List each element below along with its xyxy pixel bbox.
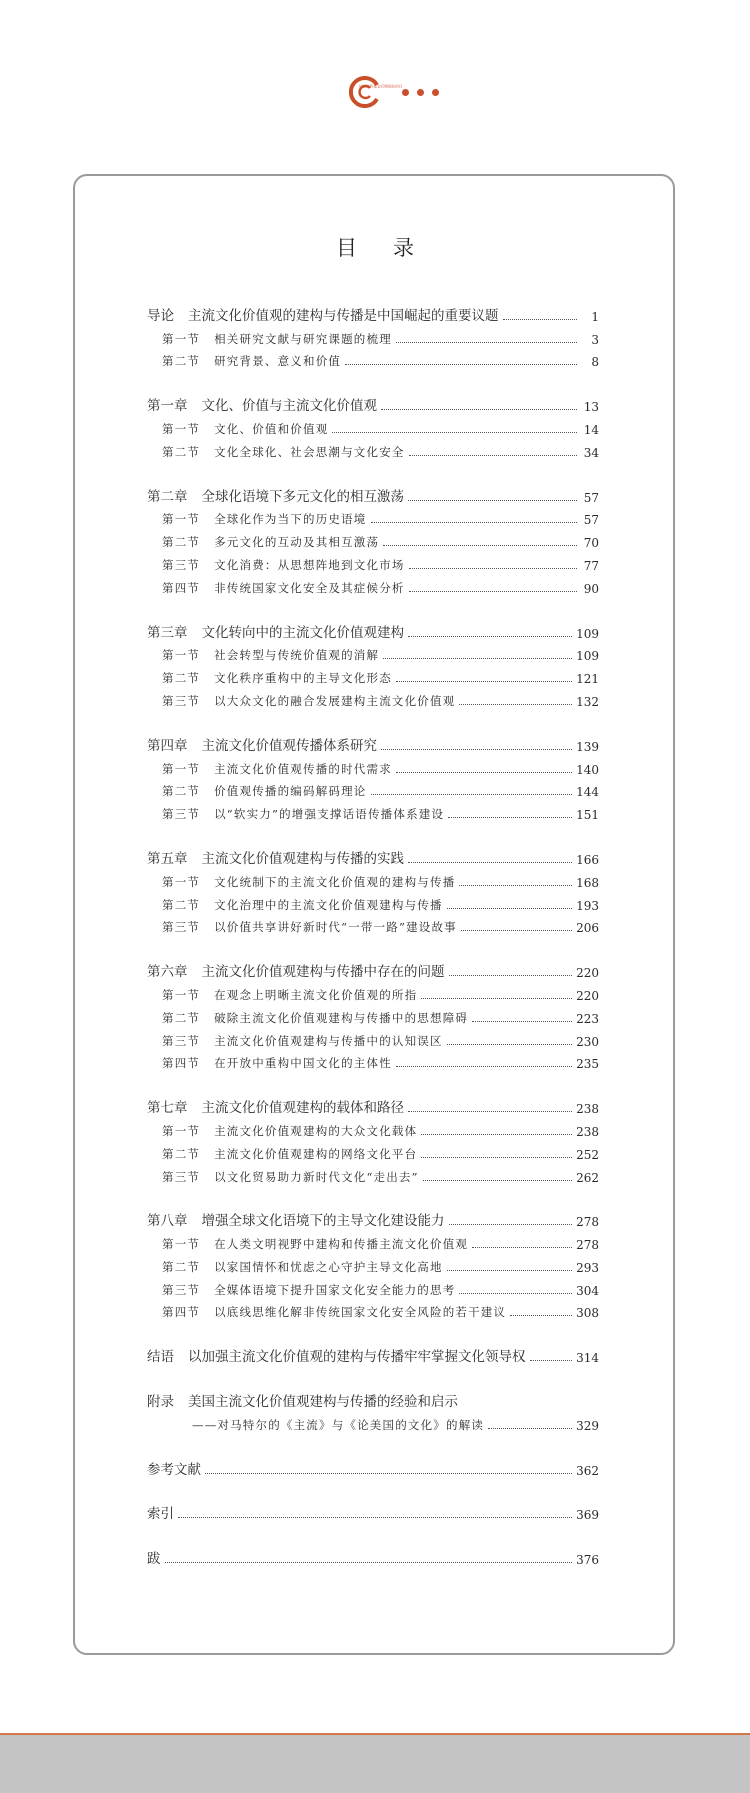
toc-gap [147, 822, 599, 844]
toc-gap [147, 369, 599, 391]
dot-leader [409, 568, 577, 569]
toc-entry-title: 全球化作为当下的历史语境 [214, 512, 367, 527]
toc-entry-title: 以“软实力”的增强支撑话语传播体系建设 [214, 807, 445, 822]
toc-entry-label [162, 1259, 443, 1275]
toc-page-number: 70 [583, 536, 599, 551]
dot-leader [423, 1180, 572, 1181]
toc-entry-title: 索引 [147, 1506, 174, 1523]
dot-leader [449, 1224, 573, 1225]
toc-entry-label [147, 485, 404, 505]
toc-entry-section[interactable] [147, 1229, 599, 1252]
toc-entry-label [147, 1502, 174, 1522]
toc-entry-prefix: 第八章 [147, 1213, 188, 1230]
toc-page-number: 220 [576, 988, 599, 1003]
dot-leader [408, 636, 572, 637]
toc-entry-title: 以文化贸易助力新时代文化“走出去” [214, 1169, 419, 1184]
toc-entry-title: 主流文化价值观建构的载体和路径 [201, 1100, 404, 1117]
toc-page-number: 151 [576, 808, 599, 823]
toc-entry-title: 文化秩序重构中的主导文化形态 [214, 671, 392, 686]
toc-entry-section[interactable] [147, 980, 599, 1003]
logo-dots-icon [402, 89, 448, 97]
dot-leader [371, 522, 577, 523]
dot-leader [396, 681, 572, 682]
toc-page-number: 166 [576, 852, 599, 867]
toc-page-number: 223 [576, 1011, 599, 1026]
toc-entry-chapter[interactable] [147, 957, 599, 980]
dot-leader [510, 1315, 572, 1316]
toc-entry-prefix: 第一节 [162, 874, 201, 889]
toc-entry-section[interactable] [147, 1252, 599, 1275]
toc-entry-prefix: 第六章 [147, 964, 188, 981]
toc-entry-title: 主流文化价值观建构与传播中存在的问题 [201, 964, 445, 981]
toc-entry-prefix: 第二节 [162, 354, 201, 369]
toc-page-number: 362 [576, 1463, 599, 1478]
toc-entry-section[interactable] [147, 414, 599, 437]
toc-entry-prefix: 第四节 [162, 1056, 201, 1071]
toc-page-number: 304 [576, 1283, 599, 1298]
toc-entry-title: 文化、价值和价值观 [214, 421, 329, 436]
toc-page-number: 8 [591, 355, 599, 370]
dot-leader [381, 749, 572, 750]
toc-entry-section[interactable] [147, 867, 599, 890]
dot-leader [381, 409, 577, 410]
toc-entry-label [162, 331, 392, 347]
toc-entry-chapter[interactable] [147, 1093, 599, 1116]
toc-page-number: 14 [583, 422, 599, 437]
toc-entry-title: ——对马特尔的《主流》与《论美国的文化》的解读 [192, 1417, 485, 1432]
toc-page-number: 238 [576, 1124, 599, 1139]
dot-leader [472, 1247, 572, 1248]
dot-leader [459, 704, 572, 705]
toc-entry-label [147, 1345, 526, 1365]
toc-page-number: 109 [576, 626, 599, 641]
toc-entry-title: 参考文献 [147, 1461, 201, 1478]
toc-entry-section[interactable] [147, 550, 599, 573]
toc-entry-chapter[interactable] [147, 1387, 599, 1410]
toc-entry-label [162, 1033, 443, 1049]
toc-entry-title: 在开放中重构中国文化的主体性 [214, 1056, 392, 1071]
dot-leader [503, 319, 578, 320]
toc-entry-section[interactable] [147, 347, 599, 370]
toc-entry-section[interactable] [147, 1049, 599, 1072]
toc-page-number: 278 [576, 1215, 599, 1230]
toc-entry-prefix: 第一节 [162, 1123, 201, 1138]
toc-entry-section[interactable] [147, 754, 599, 777]
toc-entry-prefix: 导论 [147, 307, 174, 324]
toc-entry-chapter[interactable] [147, 1342, 599, 1365]
dot-leader [421, 1157, 572, 1158]
toc-gap [147, 1365, 599, 1387]
toc-entry-title: 主流文化价值观建构与传播的实践 [201, 850, 404, 867]
toc-entry-prefix: 第二节 [162, 535, 201, 550]
dot-leader [408, 862, 572, 863]
dot-leader [421, 998, 572, 999]
toc-page-number: 13 [583, 400, 599, 415]
toc-entry-section[interactable] [147, 890, 599, 913]
dot-leader [332, 432, 577, 433]
dot-leader [488, 1428, 572, 1429]
toc-entry-label [162, 1169, 419, 1185]
toc-entry-prefix: 第三节 [162, 557, 201, 572]
toc-entry-prefix: 第二节 [162, 897, 201, 912]
dot-leader [459, 1293, 572, 1294]
toc-page-number: 293 [576, 1260, 599, 1275]
toc-entry-chapter[interactable] [147, 731, 599, 754]
footer-bar [0, 1733, 750, 1793]
toc-entry-label [162, 1282, 455, 1298]
toc-entry-label [192, 1417, 484, 1433]
toc-entry-title: 以家国情怀和忧虑之心守护主导文化高地 [214, 1259, 443, 1274]
toc-entry-section[interactable] [147, 686, 599, 709]
toc-entry-label [147, 960, 445, 980]
toc-entry-section[interactable] [147, 799, 599, 822]
toc-page-number: 132 [576, 694, 599, 709]
toc-entry-title: 研究背景、意义和价值 [214, 354, 342, 369]
toc-gap [147, 1433, 599, 1455]
toc-page-number: 121 [576, 672, 599, 687]
toc-entry-section[interactable] [147, 663, 599, 686]
toc-entry-title: 相关研究文献与研究课题的梳理 [214, 331, 392, 346]
toc-entry-label [162, 693, 455, 709]
toc-entry-label [147, 1096, 404, 1116]
toc-entry-prefix: 第一节 [162, 512, 201, 527]
toc-entry-title: 文化统制下的主流文化价值观的建构与传播 [214, 874, 456, 889]
toc-gap [147, 935, 599, 957]
toc-entry-title: 全球化语境下多元文化的相互激荡 [201, 488, 404, 505]
toc-gap [147, 596, 599, 618]
dot-leader [472, 1021, 572, 1022]
toc-page-number: 90 [583, 581, 599, 596]
toc-entry-title: 主流文化价值观传播体系研究 [201, 737, 377, 754]
dot-leader [447, 908, 572, 909]
toc-gap [147, 1071, 599, 1093]
toc-entry-label [162, 987, 417, 1003]
toc-entry-title: 以加强主流文化价值观的建构与传播牢牢掌握文化领导权 [188, 1349, 526, 1366]
toc-page-number: 77 [583, 558, 599, 573]
toc-entry-title: 以底线思维化解非传统国家文化安全风险的若干建议 [214, 1305, 507, 1320]
toc-entry-prefix: 第五章 [147, 850, 188, 867]
toc-entry-label [147, 394, 377, 414]
toc-entry-label [162, 1146, 417, 1162]
toc-entry-label [162, 1055, 392, 1071]
toc-entry-title: 文化消费：从思想阵地到文化市场 [214, 557, 405, 572]
toc-entry-chapter[interactable] [147, 1207, 599, 1230]
toc-entry-prefix: 第二节 [162, 671, 201, 686]
toc-entry-prefix: 第二节 [162, 1146, 201, 1161]
toc-page-number: 144 [576, 785, 599, 800]
toc-entry-label [162, 670, 392, 686]
toc-entry-prefix: 第一节 [162, 761, 201, 776]
toc-entry-label [162, 897, 443, 913]
toc-page-number: 230 [576, 1034, 599, 1049]
toc-entry-section[interactable] [147, 1298, 599, 1321]
dot-leader [449, 975, 573, 976]
toc-entry-chapter[interactable] [147, 1455, 599, 1478]
toc-entry-title: 价值观传播的编码解码理论 [214, 784, 367, 799]
toc-entry-prefix: 第二节 [162, 784, 201, 799]
toc-page-number: 34 [583, 445, 599, 460]
toc-entry-label [162, 1010, 468, 1026]
toc-page-number: 235 [576, 1057, 599, 1072]
toc-entry-title: 主流文化价值观的建构与传播是中国崛起的重要议题 [188, 307, 499, 324]
toc-entry-title: 非传统国家文化安全及其症候分析 [214, 580, 405, 595]
dot-leader [205, 1473, 572, 1474]
toc-page-number: 140 [576, 762, 599, 777]
toc-entry-label [147, 1458, 201, 1478]
toc-entry-prefix: 第七章 [147, 1100, 188, 1117]
toc-page-number: 329 [576, 1418, 599, 1433]
toc-gap [147, 709, 599, 731]
logo-text: 国家社科基金后期资助项目 [359, 84, 403, 89]
toc-entry-prefix: 第二节 [162, 1259, 201, 1274]
toc-entry-section[interactable] [147, 1275, 599, 1298]
toc-entry-label [162, 511, 367, 527]
toc-page-number: 238 [576, 1102, 599, 1117]
dot-leader [409, 455, 577, 456]
publisher-logo [349, 76, 449, 108]
toc-page-number: 252 [576, 1147, 599, 1162]
toc-page-number: 139 [576, 739, 599, 754]
toc-entry-label [162, 647, 379, 663]
toc-entry-title: 美国主流文化价值观建构与传播的经验和启示 [188, 1394, 458, 1411]
toc-entry-label [147, 1547, 161, 1567]
toc-gap [147, 460, 599, 482]
toc-entry-label [147, 1209, 445, 1229]
toc-entry-prefix: 第一节 [162, 331, 201, 346]
toc-page-number: 278 [576, 1238, 599, 1253]
toc-entry-label [162, 421, 328, 437]
toc-page-number: 206 [576, 921, 599, 936]
toc-entry-label [162, 353, 341, 369]
toc-page-number: 369 [576, 1508, 599, 1523]
toc-entry-prefix: 第三节 [162, 1169, 201, 1184]
toc-entry-title: 以大众文化的融合发展建构主流文化价值观 [214, 693, 456, 708]
logo-ring-icon [349, 76, 403, 108]
toc-entry-prefix: 第一节 [162, 987, 201, 1002]
toc-entry-label [162, 806, 444, 822]
toc-entry-label [162, 761, 392, 777]
toc-entry-prefix: 第三节 [162, 1033, 201, 1048]
toc-entry-chapter[interactable] [147, 301, 599, 324]
toc-entry-title: 跋 [147, 1551, 161, 1568]
toc-entry-section[interactable] [147, 777, 599, 800]
toc-page-number: 262 [576, 1170, 599, 1185]
toc-entry-label [147, 304, 499, 324]
toc-entry-prefix: 第四章 [147, 737, 188, 754]
toc-entry-title: 主流文化价值观传播的时代需求 [214, 761, 392, 776]
toc-entry-label [162, 783, 367, 799]
dot-leader [345, 364, 577, 365]
toc-gap [147, 1185, 599, 1207]
toc-entry-prefix: 第三节 [162, 807, 201, 822]
toc-entry-prefix: 第一节 [162, 421, 201, 436]
toc-page-number: 57 [583, 490, 599, 505]
toc-entry-section[interactable] [147, 1026, 599, 1049]
toc-entry-section[interactable] [147, 641, 599, 664]
toc-page-number: 168 [576, 875, 599, 890]
toc-entry-prefix: 附录 [147, 1394, 174, 1411]
toc-entry-prefix: 第三节 [162, 1282, 201, 1297]
toc-entry-label [147, 1390, 458, 1410]
toc-entry-label [147, 621, 404, 641]
page-title: 目录 [336, 236, 450, 260]
toc-entry-label [162, 534, 379, 550]
toc-entry-prefix: 第一节 [162, 1237, 201, 1252]
dot-leader [408, 1111, 572, 1112]
dot-leader [461, 930, 572, 931]
toc-entry-section[interactable] [147, 527, 599, 550]
toc-entry-title: 文化全球化、社会思潮与文化安全 [214, 444, 405, 459]
toc-entry-section[interactable] [147, 1139, 599, 1162]
toc-entry-title: 主流文化价值观建构的网络文化平台 [214, 1146, 418, 1161]
dot-leader [409, 591, 577, 592]
toc-entry-prefix: 第二节 [162, 444, 201, 459]
toc-page-number: 220 [576, 966, 599, 981]
dot-leader [408, 500, 577, 501]
toc-entry-section[interactable] [147, 505, 599, 528]
toc-entry-prefix: 第二节 [162, 1010, 201, 1025]
toc-entry-label [147, 734, 377, 754]
dot-leader [530, 1360, 573, 1361]
toc-entry-chapter[interactable] [147, 1410, 599, 1433]
toc-entry-section[interactable] [147, 324, 599, 347]
toc-entry-section[interactable] [147, 437, 599, 460]
toc-entry-label [162, 1304, 506, 1320]
toc-entry-prefix: 第四节 [162, 1305, 201, 1320]
toc-entry-section[interactable] [147, 1003, 599, 1026]
toc-gap [147, 1320, 599, 1342]
dot-leader [447, 1270, 572, 1271]
dot-leader [421, 1134, 572, 1135]
toc-entry-title: 社会转型与传统价值观的消解 [214, 648, 380, 663]
toc-entry-prefix: 结语 [147, 1349, 174, 1366]
toc-entry-title: 主流文化价值观建构的大众文化载体 [214, 1123, 418, 1138]
toc-entry-prefix: 第三节 [162, 693, 201, 708]
toc-entry-title: 在观念上明晰主流文化价值观的所指 [214, 987, 418, 1002]
toc-entry-prefix: 第一章 [147, 398, 188, 415]
toc-entry-title: 多元文化的互动及其相互激荡 [214, 535, 380, 550]
toc-page-number: 57 [583, 513, 599, 528]
toc-entry-title: 文化、价值与主流文化价值观 [201, 398, 377, 415]
toc-entry-title: 主流文化价值观建构与传播中的认知误区 [214, 1033, 443, 1048]
toc-entry-chapter[interactable] [147, 1544, 599, 1567]
toc-entry-label [162, 874, 455, 890]
toc-entry-section[interactable] [147, 913, 599, 936]
toc-entry-label [162, 580, 405, 596]
dot-leader [396, 772, 572, 773]
dot-leader [371, 794, 573, 795]
toc-entry-chapter[interactable] [147, 618, 599, 641]
toc-entry-title: 在人类文明视野中建构和传播主流文化价值观 [214, 1237, 469, 1252]
table-of-contents [147, 301, 599, 1567]
dot-leader [383, 658, 572, 659]
toc-entry-chapter[interactable] [147, 1500, 599, 1523]
toc-page-number: 193 [576, 898, 599, 913]
dot-leader [447, 1044, 572, 1045]
toc-entry-label [147, 847, 404, 867]
toc-entry-chapter[interactable] [147, 844, 599, 867]
toc-entry-title: 以价值共享讲好新时代“一带一路”建设故事 [214, 920, 457, 935]
dot-leader [459, 885, 572, 886]
toc-page-number: 376 [576, 1553, 599, 1568]
toc-page-number: 1 [591, 309, 599, 324]
toc-entry-title: 全媒体语境下提升国家文化安全能力的思考 [214, 1282, 456, 1297]
toc-entry-chapter[interactable] [147, 482, 599, 505]
toc-entry-prefix: 第三章 [147, 624, 188, 641]
toc-page-number: 314 [576, 1351, 599, 1366]
toc-page-number: 3 [591, 332, 599, 347]
toc-entry-chapter[interactable] [147, 391, 599, 414]
toc-entry-title: 增强全球文化语境下的主导文化建设能力 [201, 1213, 445, 1230]
toc-entry-label [162, 1236, 468, 1252]
dot-leader [396, 1066, 572, 1067]
toc-entry-label [162, 557, 405, 573]
toc-entry-label [162, 444, 405, 460]
toc-gap [147, 1478, 599, 1500]
toc-entry-title: 破除主流文化价值观建构与传播中的思想障碍 [214, 1010, 469, 1025]
toc-entry-title: 文化治理中的主流文化价值观建构与传播 [214, 897, 443, 912]
dot-leader [448, 817, 572, 818]
toc-entry-prefix: 第二章 [147, 488, 188, 505]
dot-leader [396, 342, 577, 343]
toc-entry-prefix: 第一节 [162, 648, 201, 663]
toc-entry-label [162, 1123, 417, 1139]
toc-gap [147, 1522, 599, 1544]
dot-leader [165, 1562, 573, 1563]
toc-entry-prefix: 第四节 [162, 580, 201, 595]
toc-entry-section[interactable] [147, 1162, 599, 1185]
toc-entry-section[interactable] [147, 573, 599, 596]
dot-leader [178, 1517, 572, 1518]
toc-entry-label [162, 919, 457, 935]
dot-leader [383, 545, 577, 546]
toc-entry-prefix: 第三节 [162, 920, 201, 935]
toc-entry-title: 文化转向中的主流文化价值观建构 [201, 624, 404, 641]
toc-entry-section[interactable] [147, 1116, 599, 1139]
toc-page-number: 109 [576, 649, 599, 664]
toc-page-number: 308 [576, 1306, 599, 1321]
